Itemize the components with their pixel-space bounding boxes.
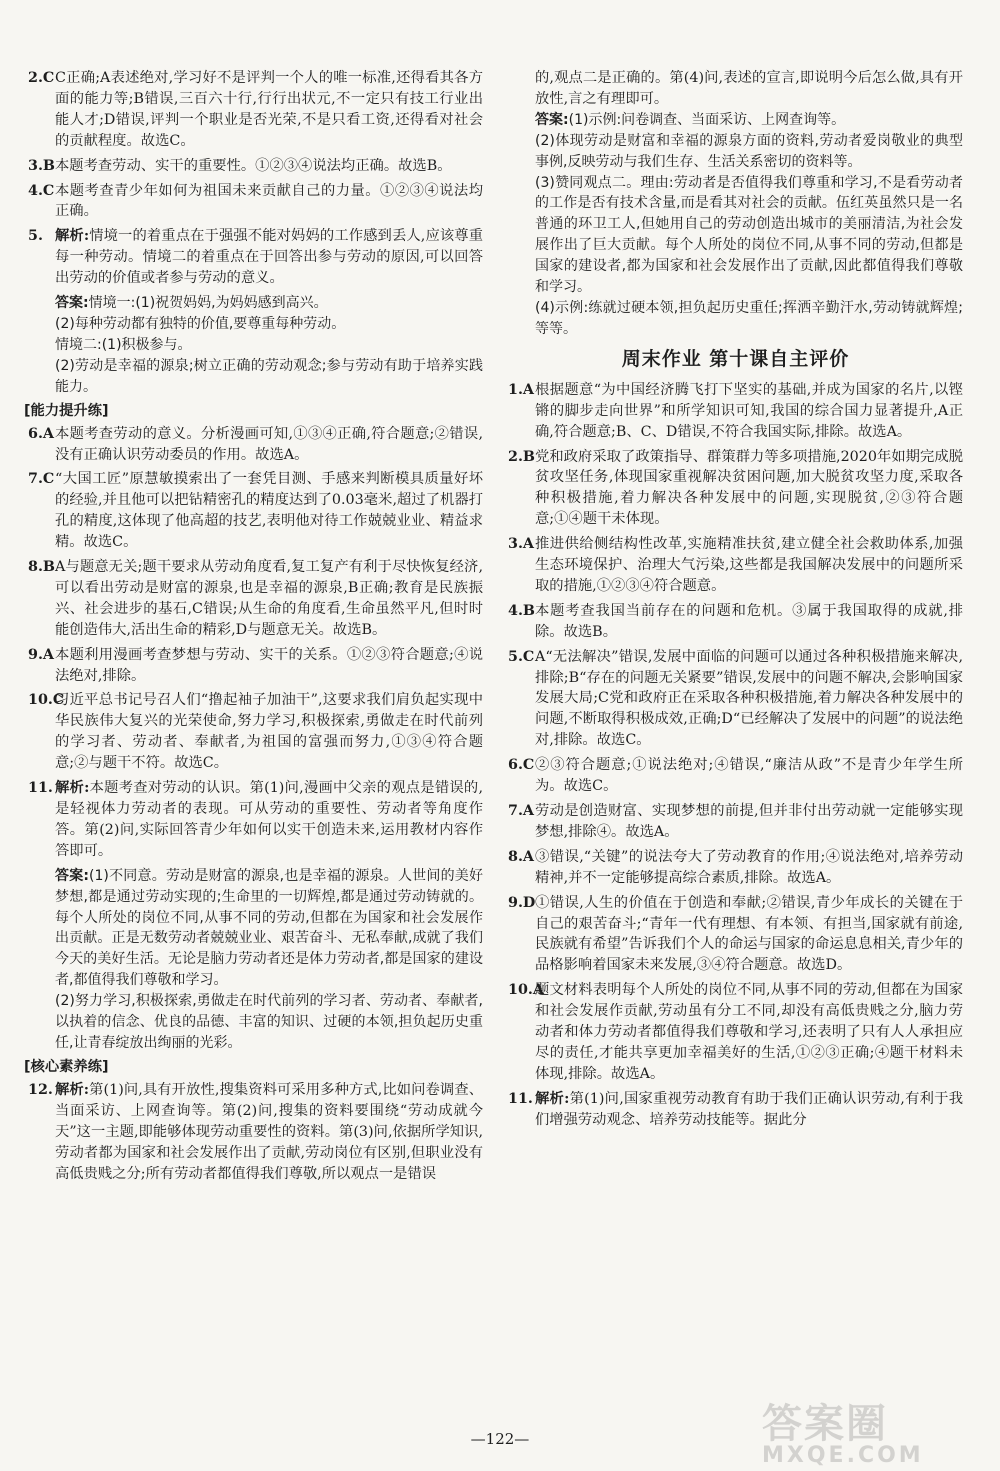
answer-text: 情境一:(1)祝贺妈妈,为妈妈感到高兴。: [88, 295, 328, 312]
item-text: [55, 778, 483, 862]
answer-item: [508, 1089, 963, 1131]
answer-line: (2)劳动是幸福的源泉;树立正确的劳动观念;参与劳动有助于培养实践能力。: [55, 357, 483, 395]
item-number: 2.C: [28, 70, 55, 86]
answer-item: [28, 68, 483, 152]
item-number: 4.B: [508, 602, 536, 619]
section-heading: [核心素养练]: [24, 1058, 109, 1075]
item-text: [55, 226, 483, 289]
item-number: 1.A: [508, 381, 535, 398]
answer-line: (3)赞同观点二。理由:劳动者是否值得我们尊重和学习,不是看劳动者的工作是否有技术含量,而是看其对社会的贡献。伍红英虽然只是一名普通的环卫工人,但她用自己的劳动创造出城市的美丽清洁,为社会发展作出了巨大贡献。每个人所处的岗位不同,从事不同的劳动,但都是国家的建设者,都为国家和社会发展作出了贡献,因此都值得我们尊敬和学习。: [535, 174, 963, 296]
answer-text: (1)不同意。劳动是财富的源泉,也是幸福的源泉。人世间的美好梦想,都是通过劳动实现的;生命里的一切辉煌,都是通过劳动铸就的。每个人所处的岗位不同,从事不同的劳动,但都在为国家和社会发展作出贡献。正是无数劳动者兢兢业业、艰苦奋斗、无私奉献,成就了我们今天的美好生活。无论是脑力劳动者还是体力劳动者,都是国家的建设者,都值得我们尊敬和学习。: [55, 867, 483, 989]
item-text: 本题考查劳动、实干的重要性。①②③④说法均正确。故选B。: [55, 157, 452, 174]
item-number: 5.: [28, 228, 43, 245]
answer-item: [508, 755, 963, 797]
continued-text: 的,观点二是正确的。第(4)问,表述的宣言,即说明今后怎么做,具有开放性,言之有理即可。: [535, 70, 963, 107]
answer-item: [508, 893, 963, 977]
analysis-label: 解析:: [55, 228, 90, 245]
item-text: 本题考查青少年如何为祖国未来贡献自己的力量。①②③④说法均正确。: [55, 182, 483, 220]
watermark-logo: [762, 1392, 982, 1468]
answer-line: (2)每种劳动都有独特的价值,要尊重每种劳动。: [55, 315, 346, 332]
item-number: 3.B: [28, 157, 56, 174]
answer-item: [28, 778, 483, 862]
item-text: 根据题意“为中国经济腾飞打下坚实的基础,并成为国家的名片,以铿锵的脚步走向世界”和所学知识可知,我国的综合国力显著提升,A正确,符合题意;B、C、D错误,不符合我国实际,排除。故选A。: [535, 381, 963, 440]
answer-item: [28, 424, 483, 466]
item-number: 9.A: [28, 646, 55, 663]
item-text: [55, 1080, 483, 1185]
section-heading: [能力提升练]: [24, 402, 109, 419]
answer-line: [508, 110, 963, 131]
item-text: C正确;A表述绝对,学习好不是评判一个人的唯一标准,还得看其各方面的能力等;B错误,三百六十行,行行出状元,不一定只有技工行业出能人才;D错误,评判一个职业是否光荣,不是只看工资,还得看对社会的贡献程度。故选C。: [55, 70, 483, 149]
item-number: 4.C: [28, 182, 55, 199]
item-number: 8.A: [508, 848, 535, 865]
analysis-text: 本题考查对劳动的认识。第(1)问,漫画中父亲的观点是错误的,是轻视体力劳动者的表现。可从劳动的重要性、劳动者等角度作答。第(2)问,实际回答青少年如何以实干创造未来,运用教材内容作答即可。: [55, 780, 484, 859]
item-number: 7.C: [28, 471, 55, 488]
item-text: 推进供给侧结构性改革,实施精准扶贫,建立健全社会救助体系,加强生态环境保护、治理大气污染,这些都是我国解决发展中的问题所采取的措施,①②③④符合题意。: [535, 536, 963, 594]
item-number: 3.A: [508, 536, 535, 553]
answer-item: [28, 645, 483, 687]
answer-item: [508, 647, 963, 752]
answer-item: [28, 690, 483, 774]
right-column: [508, 68, 963, 1135]
item-number: 10.C: [28, 692, 65, 709]
answer-line: (4)示例:练就过硬本领,担负起历史重任;挥洒辛勤汗水,劳动铸就辉煌;等等。: [535, 299, 963, 337]
section-title: 周末作业 第十课自主评价: [621, 347, 850, 370]
answer-item: [28, 226, 483, 289]
item-text: 本题利用漫画考查梦想与劳动、实干的关系。①②③符合题意;④说法绝对,排除。: [55, 646, 483, 684]
answer-line: 情境二:(1)积极参与。: [55, 336, 192, 353]
answer-label: 答案:: [55, 295, 89, 312]
item-number: 8.B: [28, 559, 56, 576]
answer-line: [28, 293, 483, 314]
left-column: [24, 68, 484, 1188]
answer-item: [508, 380, 963, 443]
item-text: 本题考查我国当前存在的问题和危机。③属于我国取得的成就,排除。故选B。: [535, 602, 963, 640]
item-text: ①错误,人生的价值在于创造和奉献;②错误,青少年成长的关键在于自己的艰苦奋斗;“青年一代有理想、有本领、有担当,国家就有前途,民族就有希望”告诉我们个人的命运与国家的命运息息相关,青少年的品格影响着国家未来发展,③④符合题意。故选D。: [535, 894, 963, 974]
item-text: 劳动是创造财富、实现梦想的前提,但并非付出劳动就一定能够实现梦想,排除④。故选A。: [535, 803, 963, 840]
item-text: 题文材料表明每个人所处的岗位不同,从事不同的劳动,但都在为国家和社会发展作贡献,劳动虽有分工不同,却没有高低贵贱之分,脑力劳动者和体力劳动者都值得我们尊敬和学习,还表明了只有人人承担应尽的责任,才能共享更加幸福美好的生活,①②③正确;④题干材料未体现,排除。故选A。: [535, 982, 963, 1082]
item-text: [535, 1089, 963, 1131]
analysis-label: 解析:: [55, 780, 90, 797]
page-number: —122—: [470, 1430, 530, 1448]
item-number: 12.: [28, 1081, 53, 1098]
item-number: 7.A: [508, 803, 535, 819]
answer-item: [28, 557, 483, 641]
answer-item: [28, 1080, 483, 1185]
answer-item: [508, 447, 963, 531]
answer-line: (2)体现劳动是财富和幸福的源泉方面的资料,劳动者爱岗敬业的典型事例,反映劳动与我们生存、生活关系密切的资料等。: [535, 132, 963, 170]
answer-item: [508, 847, 963, 889]
analysis-text: 情境一的着重点在于强强不能对妈妈的工作感到丢人,应该尊重每一种劳动。情境二的着重点在于回答出参与劳动的原因,可以回答出劳动的价值或者参与劳动的意义。: [55, 228, 483, 287]
watermark-text: 答案圈: [762, 1401, 888, 1447]
item-number: 10.A: [508, 982, 544, 999]
item-number: 5.C: [508, 648, 535, 665]
item-number: 11.: [508, 1090, 533, 1107]
analysis-text: 第(1)问,具有开放性,搜集资料可采用多种方式,比如问卷调查、当面采访、上网查询等。第(2)问,搜集的资料要围绕“劳动成就今天”这一主题,即能够体现劳动重要性的资料。第(3)问,依据所学知识,劳动者都为国家和社会发展作出了贡献,劳动岗位有区别,但职业没有高低贵贱之分;所有劳动者都值得我们尊敬,所以观点一是错误: [55, 1081, 483, 1182]
analysis-label: 解析:: [55, 1081, 90, 1098]
answer-label: 答案:: [535, 111, 569, 128]
answer-item: [508, 534, 963, 597]
item-text: A“无法解决”错误,发展中面临的问题可以通过各种积极措施来解决,排除;B“存在的问题无关紧要”错误,发展中的问题不解决,会影响国家发展大局;C党和政府正在采取各种积极措施,着力解决各种发展中的问题,不断取得积极成效,正确;D“已经解决了发展中的问题”的说法绝对,排除。故选C。: [535, 648, 963, 749]
item-text: A与题意无关;题干要求从劳动角度看,复工复产有利于尽快恢复经济,可以看出劳动是财富的源泉,也是幸福的源泉,B正确;教育是民族振兴、社会进步的基石,C错误;从生命的角度看,生命虽然平凡,但时时能创造伟大,活出生命的精彩,D与题意无关。故选B。: [55, 559, 483, 638]
answer-line: [28, 866, 483, 991]
item-number: 6.A: [28, 425, 55, 442]
answer-text: (1)示例:问卷调查、当面采访、上网查询等。: [568, 111, 846, 128]
item-text: 习近平总书记号召人们“撸起袖子加油干”,这要求我们肩负起实现中华民族伟大复兴的光荣使命,努力学习,积极探索,勇做走在时代前列的学习者、劳动者、奉献者,为祖国的富强而努力,①③④符合题意;②与题干不符。故选C。: [55, 692, 483, 772]
answer-item: [508, 980, 963, 1085]
item-number: 2.B: [508, 448, 536, 465]
answer-line: (2)努力学习,积极探索,勇做走在时代前列的学习者、劳动者、奉献者,以执着的信念、优良的品德、丰富的知识、过硬的本领,担负起历史重任,让青春绽放出绚丽的光彩。: [55, 993, 483, 1051]
answer-item: [28, 156, 483, 177]
item-text: ②③符合题意;①说法绝对;④错误,“廉洁从政”不是青少年学生所为。故选C。: [535, 757, 963, 795]
answer-item: [508, 601, 963, 643]
item-number: 9.D: [508, 894, 536, 911]
item-number: 6.C: [508, 757, 535, 774]
analysis-text: 第(1)问,国家重视劳动教育有助于我们正确认识劳动,有利于我们增强劳动观念、培养劳动技能等。据此分: [535, 1090, 964, 1128]
answer-item: [28, 469, 483, 553]
answer-item: [28, 181, 483, 223]
analysis-label: 解析:: [535, 1090, 570, 1107]
item-text: 本题考查劳动的意义。分析漫画可知,①③④正确,符合题意;②错误,没有正确认识劳动委员的作用。故选A。: [55, 425, 483, 463]
watermark-url: MXQE.COM: [762, 1443, 924, 1468]
item-text: ③错误,“关键”的说法夸大了劳动教育的作用;④说法绝对,培养劳动精神,并不一定能够提高综合素质,排除。故选A。: [535, 848, 963, 886]
answer-item: [508, 801, 963, 843]
answer-label: 答案:: [55, 867, 90, 884]
item-text: “大国工匠”原慧敏摸索出了一套凭目测、手感来判断模具质量好坏的经验,并且他可以把钻精密孔的精度达到了0.03毫米,超过了机器打孔的精度,这体现了他高超的技艺,表明他对待工作兢兢业业、精益求精。故选C。: [55, 471, 483, 551]
item-text: 党和政府采取了政策指导、群策群力等多项措施,2020年如期完成脱贫攻坚任务,体现国家重视解决贫困问题,加大脱贫攻坚力度,采取各种积极措施,着力解决各种发展中的问题,实现脱贫,②③符合题意;①④题干未体现。: [535, 448, 963, 528]
item-number: 11.: [28, 780, 53, 797]
